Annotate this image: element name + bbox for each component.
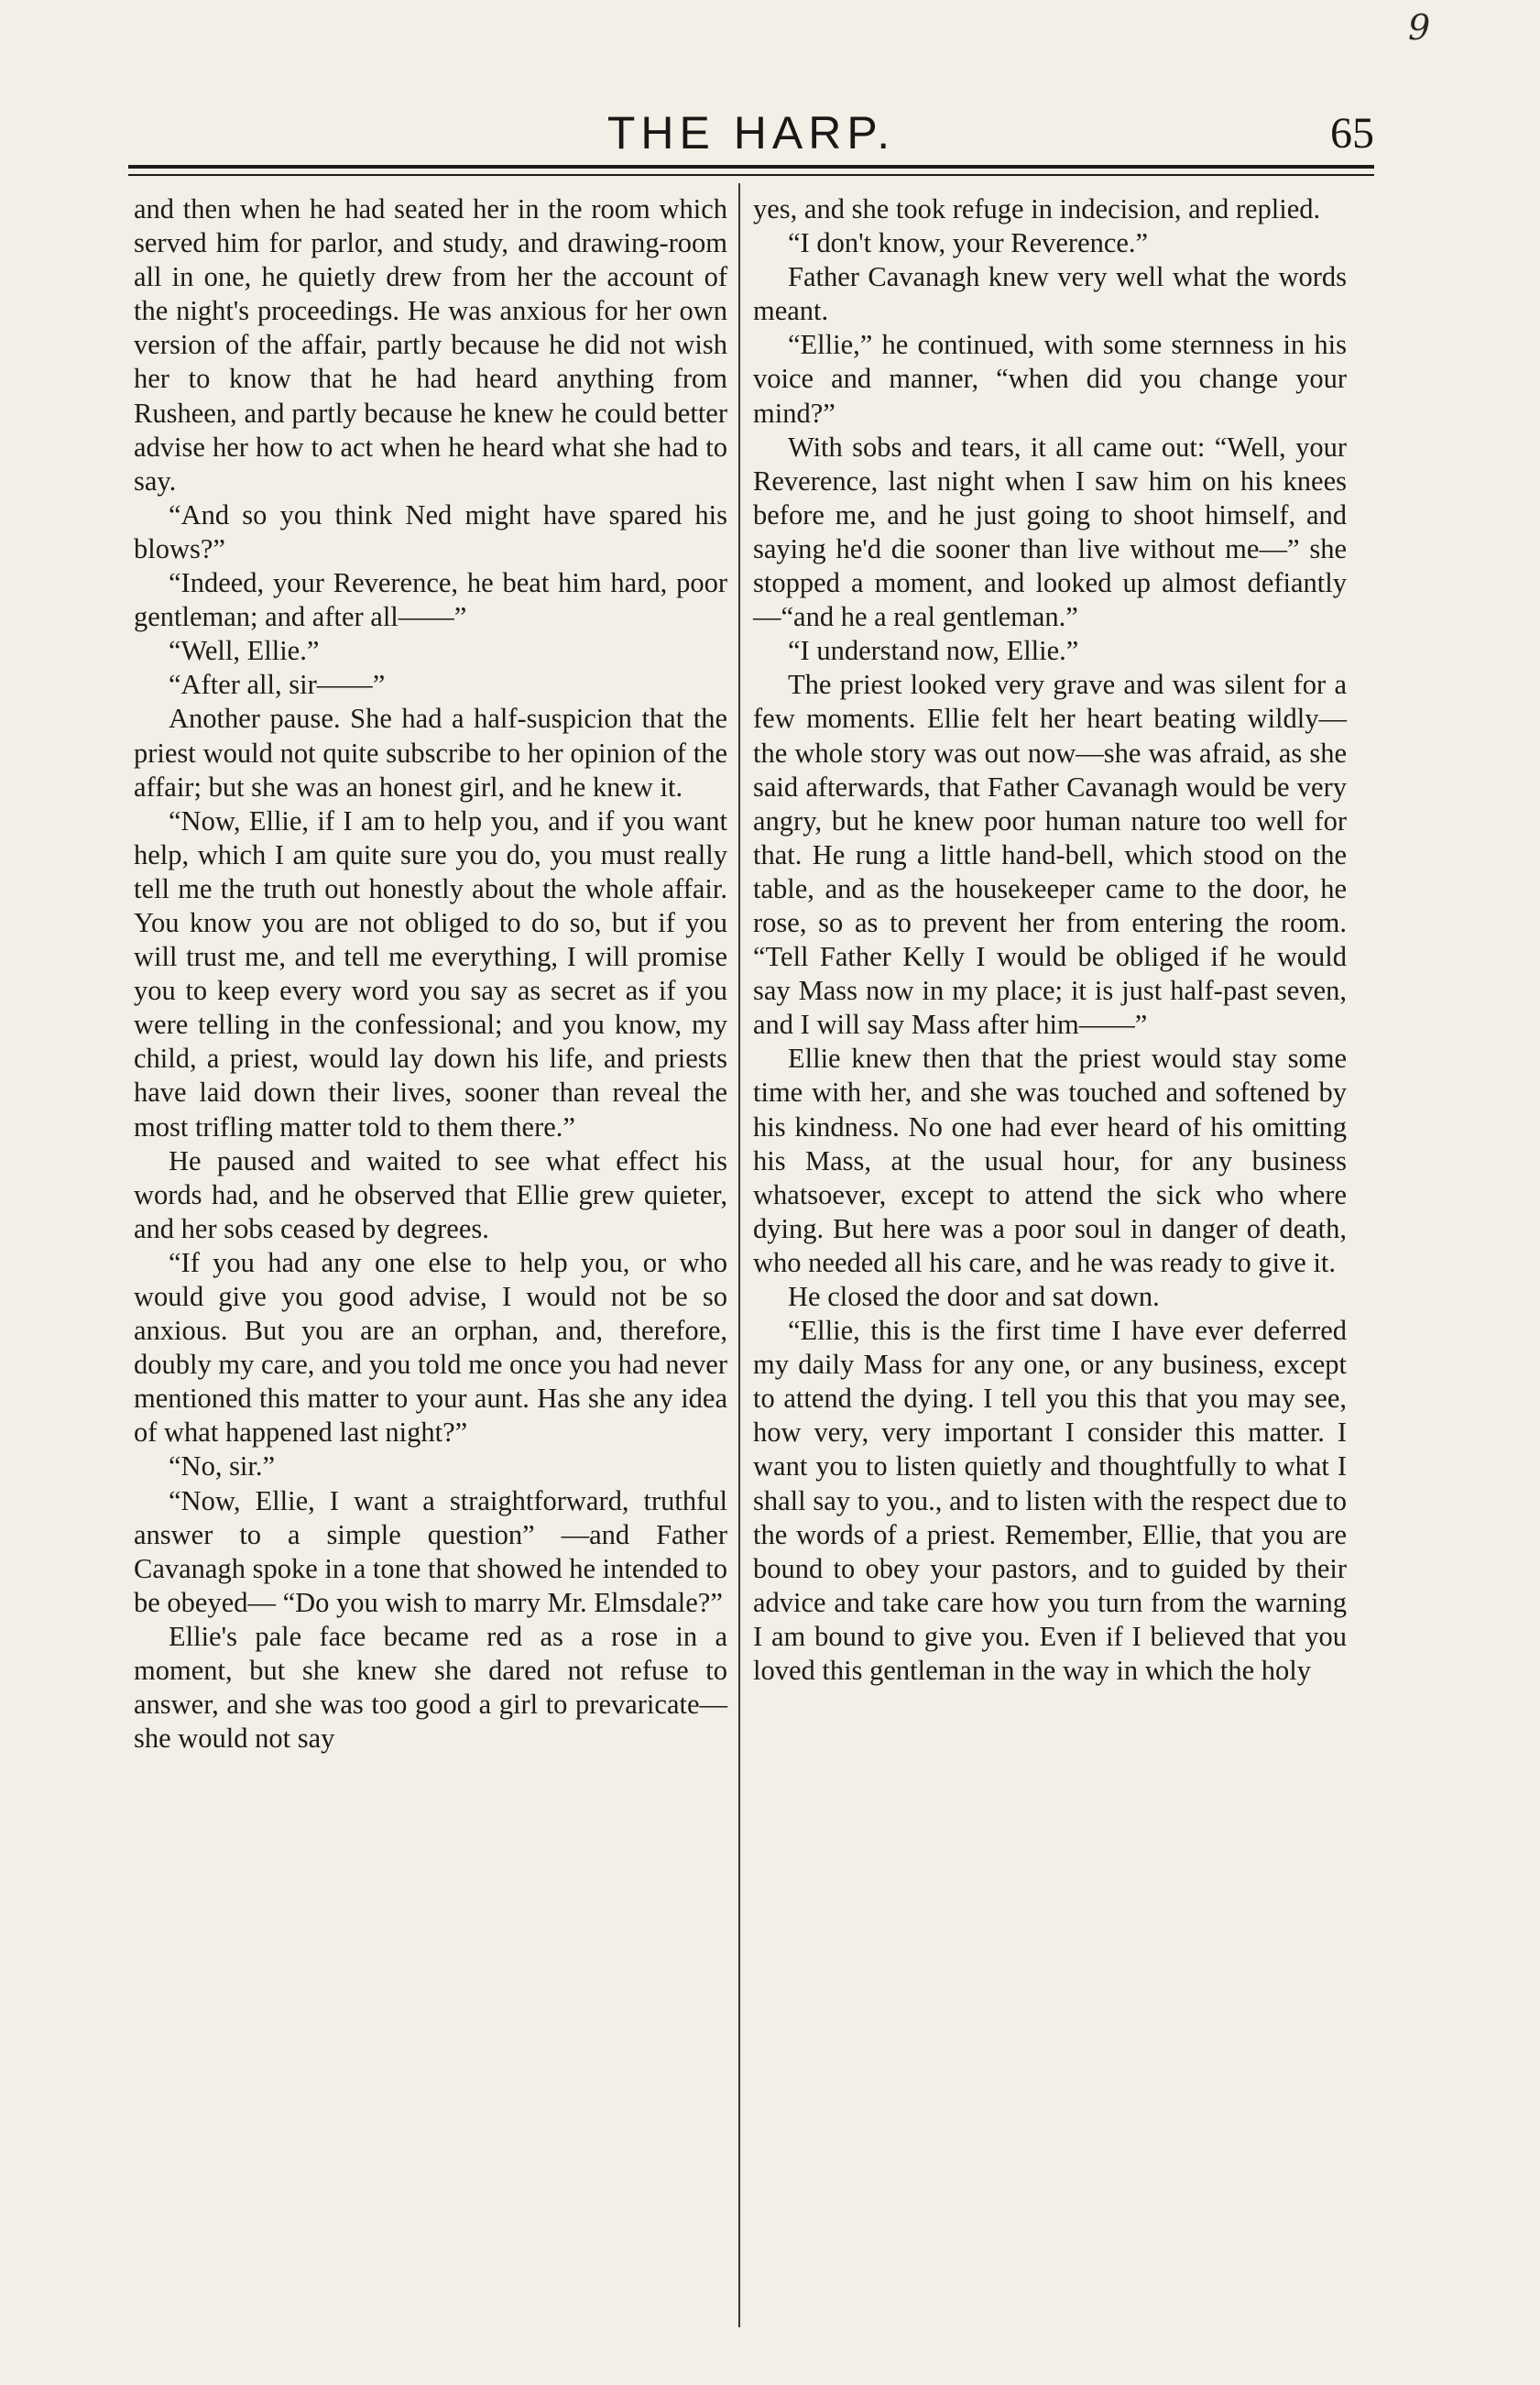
paragraph: Another pause. She had a half-suspicion that the priest would not quite subscribe to her opinion of the affair; but she was an honest girl, and he knew it.	[134, 703, 727, 803]
paragraph: Ellie knew then that the priest would stay some time with her, and she was touched and softened by his kindness. No one had ever heard of his omitting his Mass, at the usual hour, for any business whatsoever, except to attend the sick who where dying. But here was a poor soul in danger of death, who needed all his care, and he was ready to give it.	[753, 1043, 1347, 1278]
paragraph: “Ellie, this is the first time I have ever deferred my daily Mass for any one, or any business, except to attend the dying. I tell you this that you may see, how very, very important I consider this matter. I want you to listen quietly and thoughtfully to what I shall say to you., and to listen with the respect due to the words of a priest. Remember, Ellie, that you are bound to obey your pastors, and to guided by their advice and take care how you turn from the warning I am bound to give you. Even if I believed that you loved this gentleman in the way in which the holy	[753, 1315, 1347, 1687]
paragraph: Ellie's pale face became red as a rose in a moment, but she knew she dared not refuse to answer, and she was too good a girl to prevaricate—she would not say	[134, 1620, 727, 1755]
paragraph: and then when he had seated her in the room which served him for parlor, and study, and drawing-room all in one, he quietly drew from her the account of the night's proceedings. He was anxious for her own version of the affair, partly because he did not wish her to know that he had heard anything from Rusheen, and partly because he knew he could better advise her how to act when he heard what she had to say.	[134, 193, 727, 497]
paragraph: “I don't know, your Reverence.”	[788, 227, 1149, 259]
paragraph: “If you had any one else to help you, or who would give you good advise, I would not be so anxious. But you are an orphan, and, therefore, doubly my care, and you told me once you had never mentioned this matter to your aunt. Has she any idea of what happened last night?”	[134, 1246, 727, 1449]
paragraph: The priest looked very grave and was silent for a few moments. Ellie felt her heart beating wildly—the whole story was out now—she was afraid, as she said afterwards, that Father Cavanagh would be very angry, but he knew poor human nature too well for that. He rung a little hand-bell, which stood on the table, and as the housekeeper came to the door, he rose, so as to prevent her from entering the room. “Tell Father Kelly I would be obliged if he would say Mass now in my place; it is just half-past seven, and I will say Mass after him——”	[753, 669, 1347, 1041]
paragraph: Father Cavanagh knew very well what the words meant.	[753, 261, 1347, 327]
column-divider	[738, 183, 740, 2327]
paragraph: He paused and waited to see what effect his words had, and he observed that Ellie grew quieter, and her sobs ceased by degrees.	[134, 1144, 727, 1244]
page-title: THE HARP.	[606, 107, 896, 159]
right-column	[753, 192, 1347, 1688]
paragraph: yes, and she took refuge in indecision, and replied.	[753, 193, 1321, 224]
paragraph: “I understand now, Ellie.”	[788, 635, 1079, 667]
paragraph: “Well, Ellie.”	[169, 635, 320, 667]
header-rule-thick	[128, 165, 1374, 169]
paragraph: “Now, Ellie, if I am to help you, and if you want help, which I am quite sure you do, you must really tell me the truth out honestly about the whole affair. You know you are not obliged to do so, but if you will trust me, and tell me everything, I will promise you to keep every word you say as secret as if you were telling in the confessional; and you know, my child, a priest, would lay down his life, and priests have laid down their lives, sooner than reveal the most trifling matter told to them there.”	[134, 804, 727, 1143]
paragraph: He closed the door and sat down.	[788, 1281, 1160, 1312]
corner-pencil-mark: 9	[1408, 7, 1431, 48]
paragraph: “Indeed, your Reverence, he beat him hard, poor gentleman; and after all——”	[134, 567, 727, 633]
paragraph: “Now, Ellie, I want a straightforward, truthful answer to a simple question” —and Father Cavanagh spoke in a tone that showed he intended to be obeyed— “Do you wish to marry Mr. Elmsdale?”	[134, 1484, 727, 1618]
left-column	[134, 192, 727, 1756]
header-rule-thin	[128, 174, 1374, 176]
running-head	[128, 106, 1374, 161]
paragraph: “After all, sir——”	[169, 669, 386, 701]
page-number: 65	[1330, 109, 1374, 158]
paragraph: “Ellie,” he continued, with some sternness in his voice and manner, “when did you change your mind?”	[753, 329, 1347, 429]
paragraph: “No, sir.”	[169, 1450, 276, 1482]
paragraph: With sobs and tears, it all came out: “Well, your Reverence, last night when I saw him on his knees before me, and he just going to shoot himself, and saying he'd die sooner than live without me—” she stopped a moment, and looked up almost defiantly—“and he a real gentleman.”	[753, 431, 1347, 633]
paragraph: “And so you think Ned might have spared his blows?”	[134, 498, 727, 564]
